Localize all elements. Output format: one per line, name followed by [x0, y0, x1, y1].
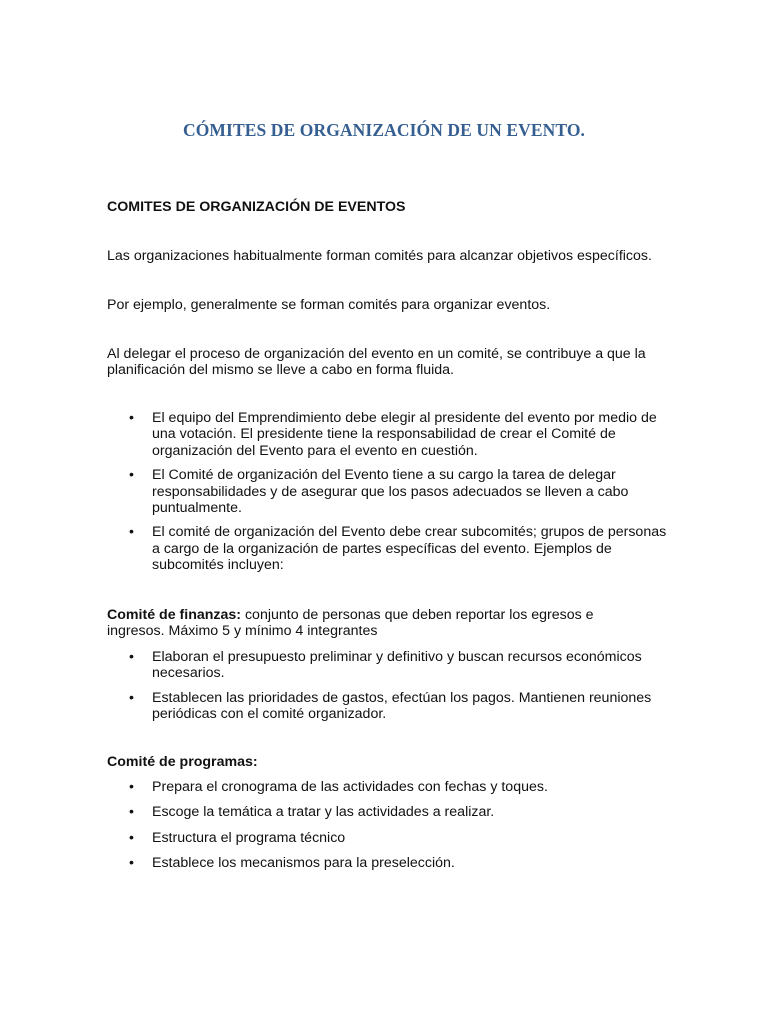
list-item — [107, 855, 667, 871]
bullet-icon: • — [129, 855, 134, 872]
list-item — [107, 649, 652, 682]
list-item — [107, 779, 667, 795]
list-item — [107, 830, 667, 846]
document-title: CÓMITES DE ORGANIZACIÓN DE UN EVENTO. — [182, 120, 586, 140]
paragraph-3: Al delegar el proceso de organización del evento en un comité, se contribuye a que la planificación del mismo se lleve a cabo en forma fluida. — [107, 346, 646, 379]
list-item-text: Escoge la temática a tratar y las actividades a realizar. — [152, 804, 495, 821]
list-item — [107, 804, 667, 820]
list-item-text: Elaboran el presupuesto preliminar y definitivo y buscan recursos económicos necesarios. — [152, 649, 642, 682]
list-item-text: El comité de organización del Evento debe crear subcomités; grupos de personas a cargo de la organización de partes específicas del evento. Ejemplos de subcomités incluyen: — [152, 524, 667, 574]
intro-bullet-list — [107, 410, 672, 574]
paragraph-2: Por ejemplo, generalmente se forman comités para organizar eventos. — [107, 297, 551, 313]
list-item — [107, 690, 652, 723]
programas-heading: Comité de programas: — [107, 754, 258, 770]
paragraph-1: Las organizaciones habitualmente forman comités para alcanzar objetivos específicos. — [107, 248, 652, 264]
bullet-icon: • — [129, 524, 134, 541]
list-item-text: Prepara el cronograma de las actividades con fechas y toques. — [152, 779, 548, 795]
bullet-icon: • — [129, 410, 134, 426]
list-item-text: Estructura el programa técnico — [152, 829, 346, 846]
list-item-text: El equipo del Emprendimiento debe elegir al presidente del evento por medio de una votación. El presidente tiene la responsabilidad de crear el Comité de organización del Evento para el evento en cuestión. — [152, 410, 657, 459]
bullet-icon: • — [129, 829, 134, 846]
list-item-text: Establecen las prioridades de gastos, efectúan los pagos. Mantienen reuniones periódicas con el comité organizador. — [152, 689, 652, 723]
bullet-icon: • — [129, 689, 134, 706]
section-heading: COMITES DE ORGANIZACIÓN DE EVENTOS — [107, 199, 406, 215]
programas-bullet-list — [107, 779, 667, 872]
finanzas-text: conjunto de personas que deben reportar los egresos e ingresos. Máximo 5 y mínimo 4 integrantes — [107, 607, 594, 640]
list-item — [107, 467, 672, 516]
bullet-icon: • — [129, 467, 134, 484]
list-item-text: Establece los mecanismos para la preselección. — [152, 855, 455, 872]
bullet-icon: • — [129, 804, 134, 821]
list-item — [107, 524, 672, 573]
list-item — [107, 410, 672, 459]
bullet-icon: • — [129, 649, 134, 665]
bullet-icon: • — [129, 779, 134, 795]
finanzas-bullet-list — [107, 649, 652, 723]
finanzas-paragraph — [107, 607, 647, 640]
finanzas-label: Comité de finanzas: — [107, 607, 242, 623]
list-item-text: El Comité de organización del Evento tiene a su cargo la tarea de delegar responsabilidades y de asegurar que los pasos adecuados se lleven a cabo puntualmente. — [152, 467, 629, 517]
